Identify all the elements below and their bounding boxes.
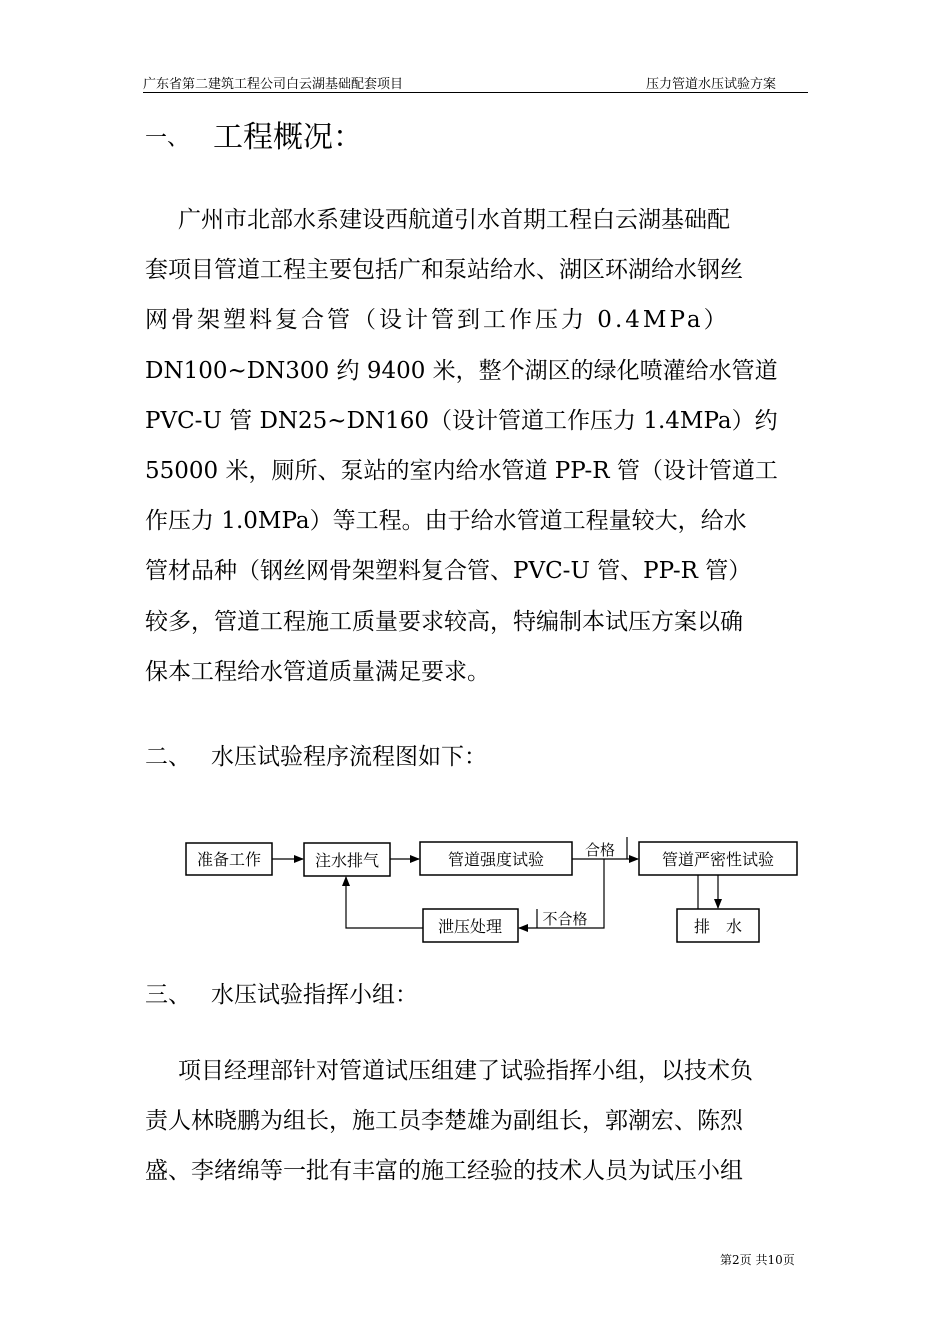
section-1-paragraph <box>145 195 805 697</box>
page-header <box>143 70 808 93</box>
paragraph-line: 广州市北部水系建设西航道引水首期工程白云湖基础配 <box>178 207 730 233</box>
paragraph-line: PVC-U 管 DN25~DN160（设计管道工作压力 1.4MPa）约 <box>145 407 778 434</box>
paragraph-line: 55000 米，厕所、泵站的室内给水管道 PP-R 管（设计管道工 <box>145 458 778 485</box>
node-release: 泄压处理 <box>437 917 503 936</box>
paragraph-line: 套项目管道工程主要包括广和泵站给水、湖区环湖给水钢丝 <box>145 257 743 284</box>
paragraph-line: 盛、李绪绵等一批有丰富的施工经验的技术人员为试压小组 <box>145 1158 743 1185</box>
section-1-heading <box>145 112 363 156</box>
section-3-number: 三、 <box>145 982 191 1008</box>
paragraph-line: 项目经理部针对管道试压组建了试验指挥小组，以技术负 <box>178 1058 753 1084</box>
section-2-title: 水压试验程序流程图如下： <box>211 744 487 770</box>
label-pass: 合格 <box>584 841 616 859</box>
section-3-heading <box>145 976 418 1009</box>
paragraph-line: 作压力 1.0MPa）等工程。由于给水管道工程量较大，给水 <box>145 508 747 535</box>
paragraph-line: DN100~DN300 约 9400 米，整个湖区的绿化喷灌给水管道 <box>145 357 778 384</box>
hydrostatic-test-flowchart <box>0 820 950 960</box>
section-3-title: 水压试验指挥小组： <box>211 982 418 1008</box>
node-fill: 注水排气 <box>314 851 380 870</box>
paragraph-line: 网骨架塑料复合管（设计管到工作压力 0.4MPa） <box>145 307 730 334</box>
paragraph-line: 管材品种（钢丝网骨架塑料复合管、PVC-U 管、PP-R 管） <box>145 558 752 585</box>
node-drain: 排 水 <box>693 917 743 936</box>
label-fail: 不合格 <box>542 910 588 928</box>
paragraph-line: 责人林晓鹏为组长，施工员李楚雄为副组长，郭潮宏、陈烈 <box>145 1108 743 1135</box>
section-1-number: 一、 <box>145 126 190 151</box>
header-document-title: 压力管道水压试验方案 <box>645 77 776 92</box>
section-2-heading <box>145 738 487 771</box>
paragraph-line: 保本工程给水管道质量满足要求。 <box>145 658 490 685</box>
section-3-paragraph <box>145 1046 805 1197</box>
arrow-release-to-fill <box>346 877 423 928</box>
paragraph-line: 较多，管道工程施工质量要求较高，特编制本试压方案以确 <box>145 608 743 635</box>
node-strength: 管道强度试验 <box>447 850 545 869</box>
section-2-number: 二、 <box>145 744 191 770</box>
section-1-title: 工程概况： <box>213 120 363 155</box>
node-tightness: 管道严密性试验 <box>661 850 775 869</box>
page-number: 第2页 共10页 <box>720 1253 795 1267</box>
header-project-name: 广东省第二建筑工程公司白云湖基础配套项目 <box>143 77 404 92</box>
node-prepare: 准备工作 <box>196 850 262 869</box>
